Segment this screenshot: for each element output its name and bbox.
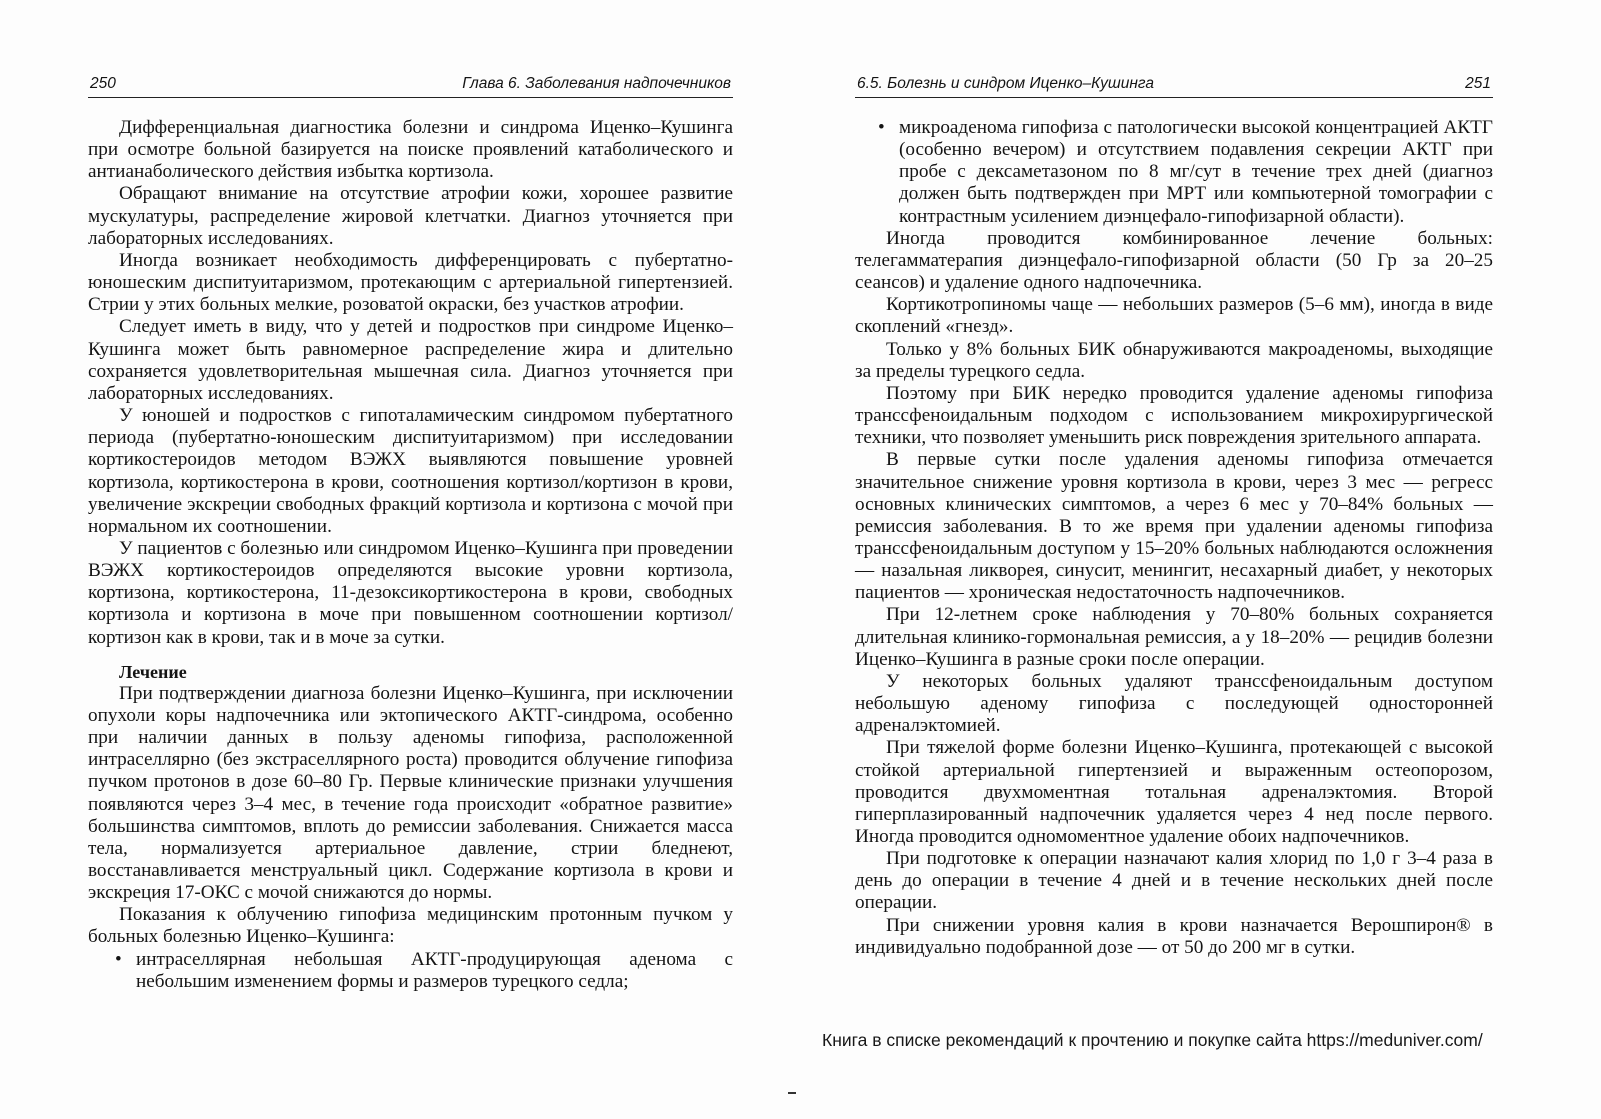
paragraph: Кортикотропиномы чаще — небольших размеров (5–6 мм), иногда в виде скоплений «гнезд». [855,294,1493,338]
paragraph: Поэтому при БИК нередко проводится удаление аденомы гипофиза транссфеноидальным подходом с использованием микрохирургической техники, что позволяет уменьшить риск повреждения зрительного аппарата. [855,382,1493,449]
paragraph: Дифференциальная диагностика болезни и синдрома Иценко–Кушинга при осмотре больной базируется на поиске проявлений катаболического и антианаболического действия избытка кортизола. [88,117,733,183]
list-item: • интраселлярная небольшая АКТГ-продуцирующая аденома с небольшим изменением формы и размеров турецкого седла; [136,949,733,993]
paragraph: В первые сутки после удаления аденомы гипофиза отмечается значительное снижение уровня кортизола в крови, через 3 мес — регресс основных клинических симптомов, а через 6 мес у 70–84% больных — ремиссия заболевания. В то же время при удалении аденомы гипофиза транссфеноидальным доступом у 15–20% больных наблюдаются осложнения — назальная ликворея, синусит, менингит, несахарный диабет, у некоторых пациентов — хроническая недостаточность надпочечников. [855,449,1493,604]
section-title: 6.5. Болезнь и синдром Иценко–Кушинга [857,75,1154,92]
paragraph: Иногда возникает необходимость дифференцировать с пубертатно-юношеским диспитуитаризмом, протекающим с артериальной гипертензией. Стрии у этих больных мелкие, розоватой окраски, без участков атрофии. [88,249,733,316]
paragraph: Обращают внимание на отсутствие атрофии кожи, хорошее развитие мускулатуры, распределение жировой клетчатки. Диагноз уточняется при лабораторных исследованиях. [88,183,733,249]
footer-note: Книга в списке рекомендаций к прочтению и покупке сайта https://meduniver.com/ [822,1030,1483,1050]
indications-list [855,117,1493,228]
paragraph: У некоторых больных удаляют транссфеноидальным доступом небольшую аденому гипофиза с последующей односторонней адреналэктомией. [855,670,1493,737]
paragraph: При снижении уровня калия в крови назначается Верошпирон® в индивидуально подобранной дозе — от 50 до 200 мг в сутки. [855,914,1493,958]
right-page [855,0,1493,959]
paragraph: Иногда проводится комбинированное лечение больных: телегамматерапия диэнцефало-гипофизарной области (50 Гр за 20–25 сеансов) и удаление одного надпочечника. [855,227,1493,294]
paragraph: При подготовке к операции назначают калия хлорид по 1,0 г 3–4 раза в день до операции в течение 4 дней и в течение нескольких дней после операции. [855,848,1493,914]
paragraph: Показания к облучению гипофиза медицинским протонным пучком у больных болезнью Иценко–Кушинга: [88,904,733,948]
page-number: 251 [1465,75,1491,92]
paragraph: У юношей и подростков с гипоталамическим синдромом пубертатного периода (пубертатно-юношеским диспитуитаризмом) при исследовании кортикостероидов методом ВЭЖХ выявляются повышение уровней кортизола, кортикостерона в крови, соотношения кортизол/кортизон в крови, увеличение экскреции свободных фракций кортизола и кортизона с мочой при нормальном их соотношении. [88,405,733,537]
paragraph: При тяжелой форме болезни Иценко–Кушинга, протекающей с высокой стойкой артериальной гипертензией и выраженным остеопорозом, проводится двухмоментная тотальная адреналэктомия. Второй гиперплазированный надпочечник удаляется через 4 нед после первого. Иногда проводится одномоментное удаление обоих надпочечников. [855,737,1493,847]
chapter-title: Глава 6. Заболевания надпочечников [462,75,731,92]
paragraph: Следует иметь в виду, что у детей и подростков при синдроме Иценко–Кушинга может быть равномерное распределение жира и длительно сохраняется удовлетворительная мышечная сила. Диагноз уточняется при лабораторных исследованиях. [88,316,733,404]
left-page-body [88,117,733,993]
paragraph: При подтверждении диагноза болезни Иценко–Кушинга, при исключении опухоли коры надпочечника или эктопического АКТГ-синдрома, особенно при наличии данных в пользу аденомы гипофиза, расположенной интраселлярно (без экстраселлярного роста) проводится облучение гипофиза пучком протонов в дозе 60–80 Гр. Первые клинические признаки улучшения появляются через 3–4 мес, в течение года происходит «обратное развитие» большинства симптомов, вплоть до ремиссии заболевания. Снижается масса тела, нормализуется артериальное давление, стрии бледнеют, восстанавливается менструальный цикл. Содержание кортизола в крови и экскреция 17-ОКС с мочой снижаются до нормы. [88,682,733,904]
paragraph: При 12-летнем сроке наблюдения у 70–80% больных сохраняется длительная клинико-гормональная ремиссия, а у 18–20% — рецидив болезни Иценко–Кушинга в разные сроки после операции. [855,604,1493,670]
paragraph: У пациентов с болезнью или синдромом Иценко–Кушинга при проведении ВЭЖХ кортикостероидов определяются высокие уровни кортизола, кортизона, кортикостерона, 11-дезоксикортикостерона в крови, свободных кортизола и кортизона в моче при повышенном соотношении кортизол/кортизон как в крови, так и в моче за сутки. [88,537,733,648]
indications-list [88,949,733,993]
scan-speck [788,1092,796,1094]
left-page [88,0,733,993]
running-head-left [88,73,733,98]
right-page-body [855,117,1493,959]
running-head-right [855,73,1493,98]
paragraph: Только у 8% больных БИК обнаруживаются макроаденомы, выходящие за пределы турецкого седла. [855,338,1493,382]
section-heading: Лечение [119,661,187,682]
list-item: • микроаденома гипофиза с патологически высокой концентрацией АКТГ (особенно вечером) и отсутствием подавления секреции АКТГ при пробе с дексаметазоном по 8 мг/сут в течение трех дней (диагноз должен быть подтвержден при МРТ или компьютерной томографии с контрастным усилением диэнцефало-гипофизарной области). [899,117,1493,228]
page-number: 250 [90,75,116,92]
